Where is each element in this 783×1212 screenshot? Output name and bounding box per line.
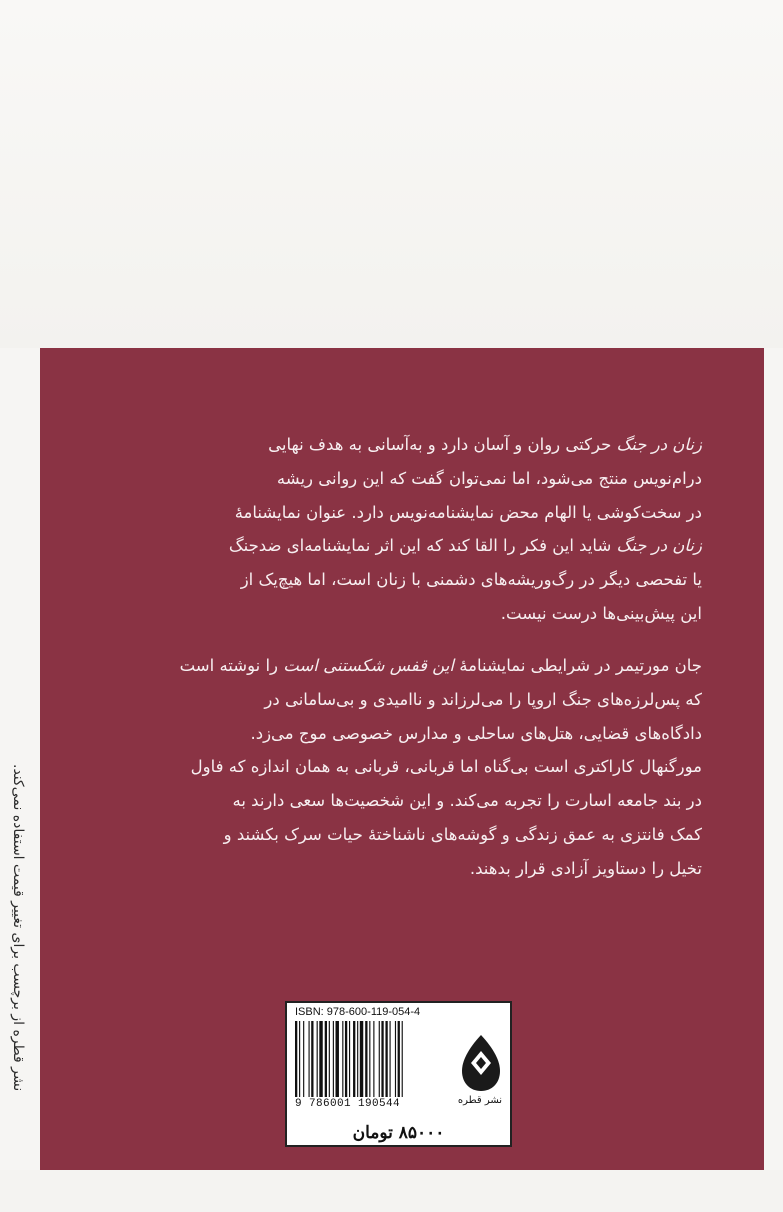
blurb-line: دادگاه‌های قضایی، هتل‌های ساحلی و مدارس خصوصی موج می‌زد. [250, 723, 702, 743]
blurb-line [92, 529, 702, 563]
blurb-line: که پس‌لرزه‌های جنگ اروپا را می‌لرزاند و ناامیدی و بی‌سامانی در [264, 689, 702, 709]
blurb-line: کمک فانتزی به عمق زندگی و گوشه‌های ناشناختهٔ حیات سرک بکشند و [223, 824, 702, 844]
blurb-paragraph-1 [92, 428, 702, 631]
blurb-text: حرکتی روان و آسان دارد و به‌آسانی به هدف نهایی [268, 435, 617, 454]
blurb-line: تخیل را دستاویز آزادی قرار بدهند. [469, 858, 702, 878]
blurb-paragraph-2 [92, 649, 702, 886]
blurb-text: را نوشته است [179, 656, 284, 675]
blurb-line [92, 649, 702, 683]
barcode-bars [295, 1021, 445, 1097]
blurb-line: یا تفحصی دیگر در رگ‌وریشه‌های دشمنی با زنان است، اما هیچ‌یک از [240, 570, 702, 590]
blurb-text: جان مورتیمر در شرایطی نمایشنامهٔ [454, 656, 702, 675]
cover-top-area [0, 0, 783, 348]
barcode-box [285, 1001, 512, 1124]
play-title: این قفس شکستنی است [283, 656, 455, 675]
isbn-label: ISBN: 978-600-119-054-4 [295, 1006, 421, 1018]
price-label: ۸۵۰۰۰ تومان [285, 1121, 512, 1147]
blurb-line: در سخت‌کوشی یا الهام محض نمایشنامه‌نویس دارد. عنوان نمایشنامهٔ [234, 502, 702, 522]
barcode-digits: 9 786001 190544 [295, 1098, 401, 1110]
blurb-text: شاید این فکر را القا کند که این اثر نمایشنامه‌ای ضدجنگ [228, 536, 617, 556]
publisher-logo-icon [458, 1033, 504, 1095]
blurb-line: مورگنهال کاراکتری است بی‌گناه اما قربانی، قربانی به همان اندازه که فاول [190, 757, 702, 777]
blurb-line [92, 428, 702, 462]
blurb-line: در بند جامعه اسارت را تجربه می‌کند. و این شخصیت‌ها سعی دارند به [232, 791, 702, 811]
blurb-line: این پیش‌بینی‌ها درست نیست. [500, 603, 702, 623]
price-policy-note: نشر قطره از برچسب برای تغییر قیمت استفاده نمی‌کند. [10, 764, 26, 1092]
publisher-logo-text: نشر قطره [457, 1095, 503, 1106]
book-title: زنان در جنگ [616, 435, 702, 454]
blurb-line: درام‌نویس منتج می‌شود، اما نمی‌توان گفت که این روانی ریشه [276, 468, 702, 488]
book-title: زنان در جنگ [616, 536, 702, 556]
cover-bottom-area [0, 1170, 783, 1212]
